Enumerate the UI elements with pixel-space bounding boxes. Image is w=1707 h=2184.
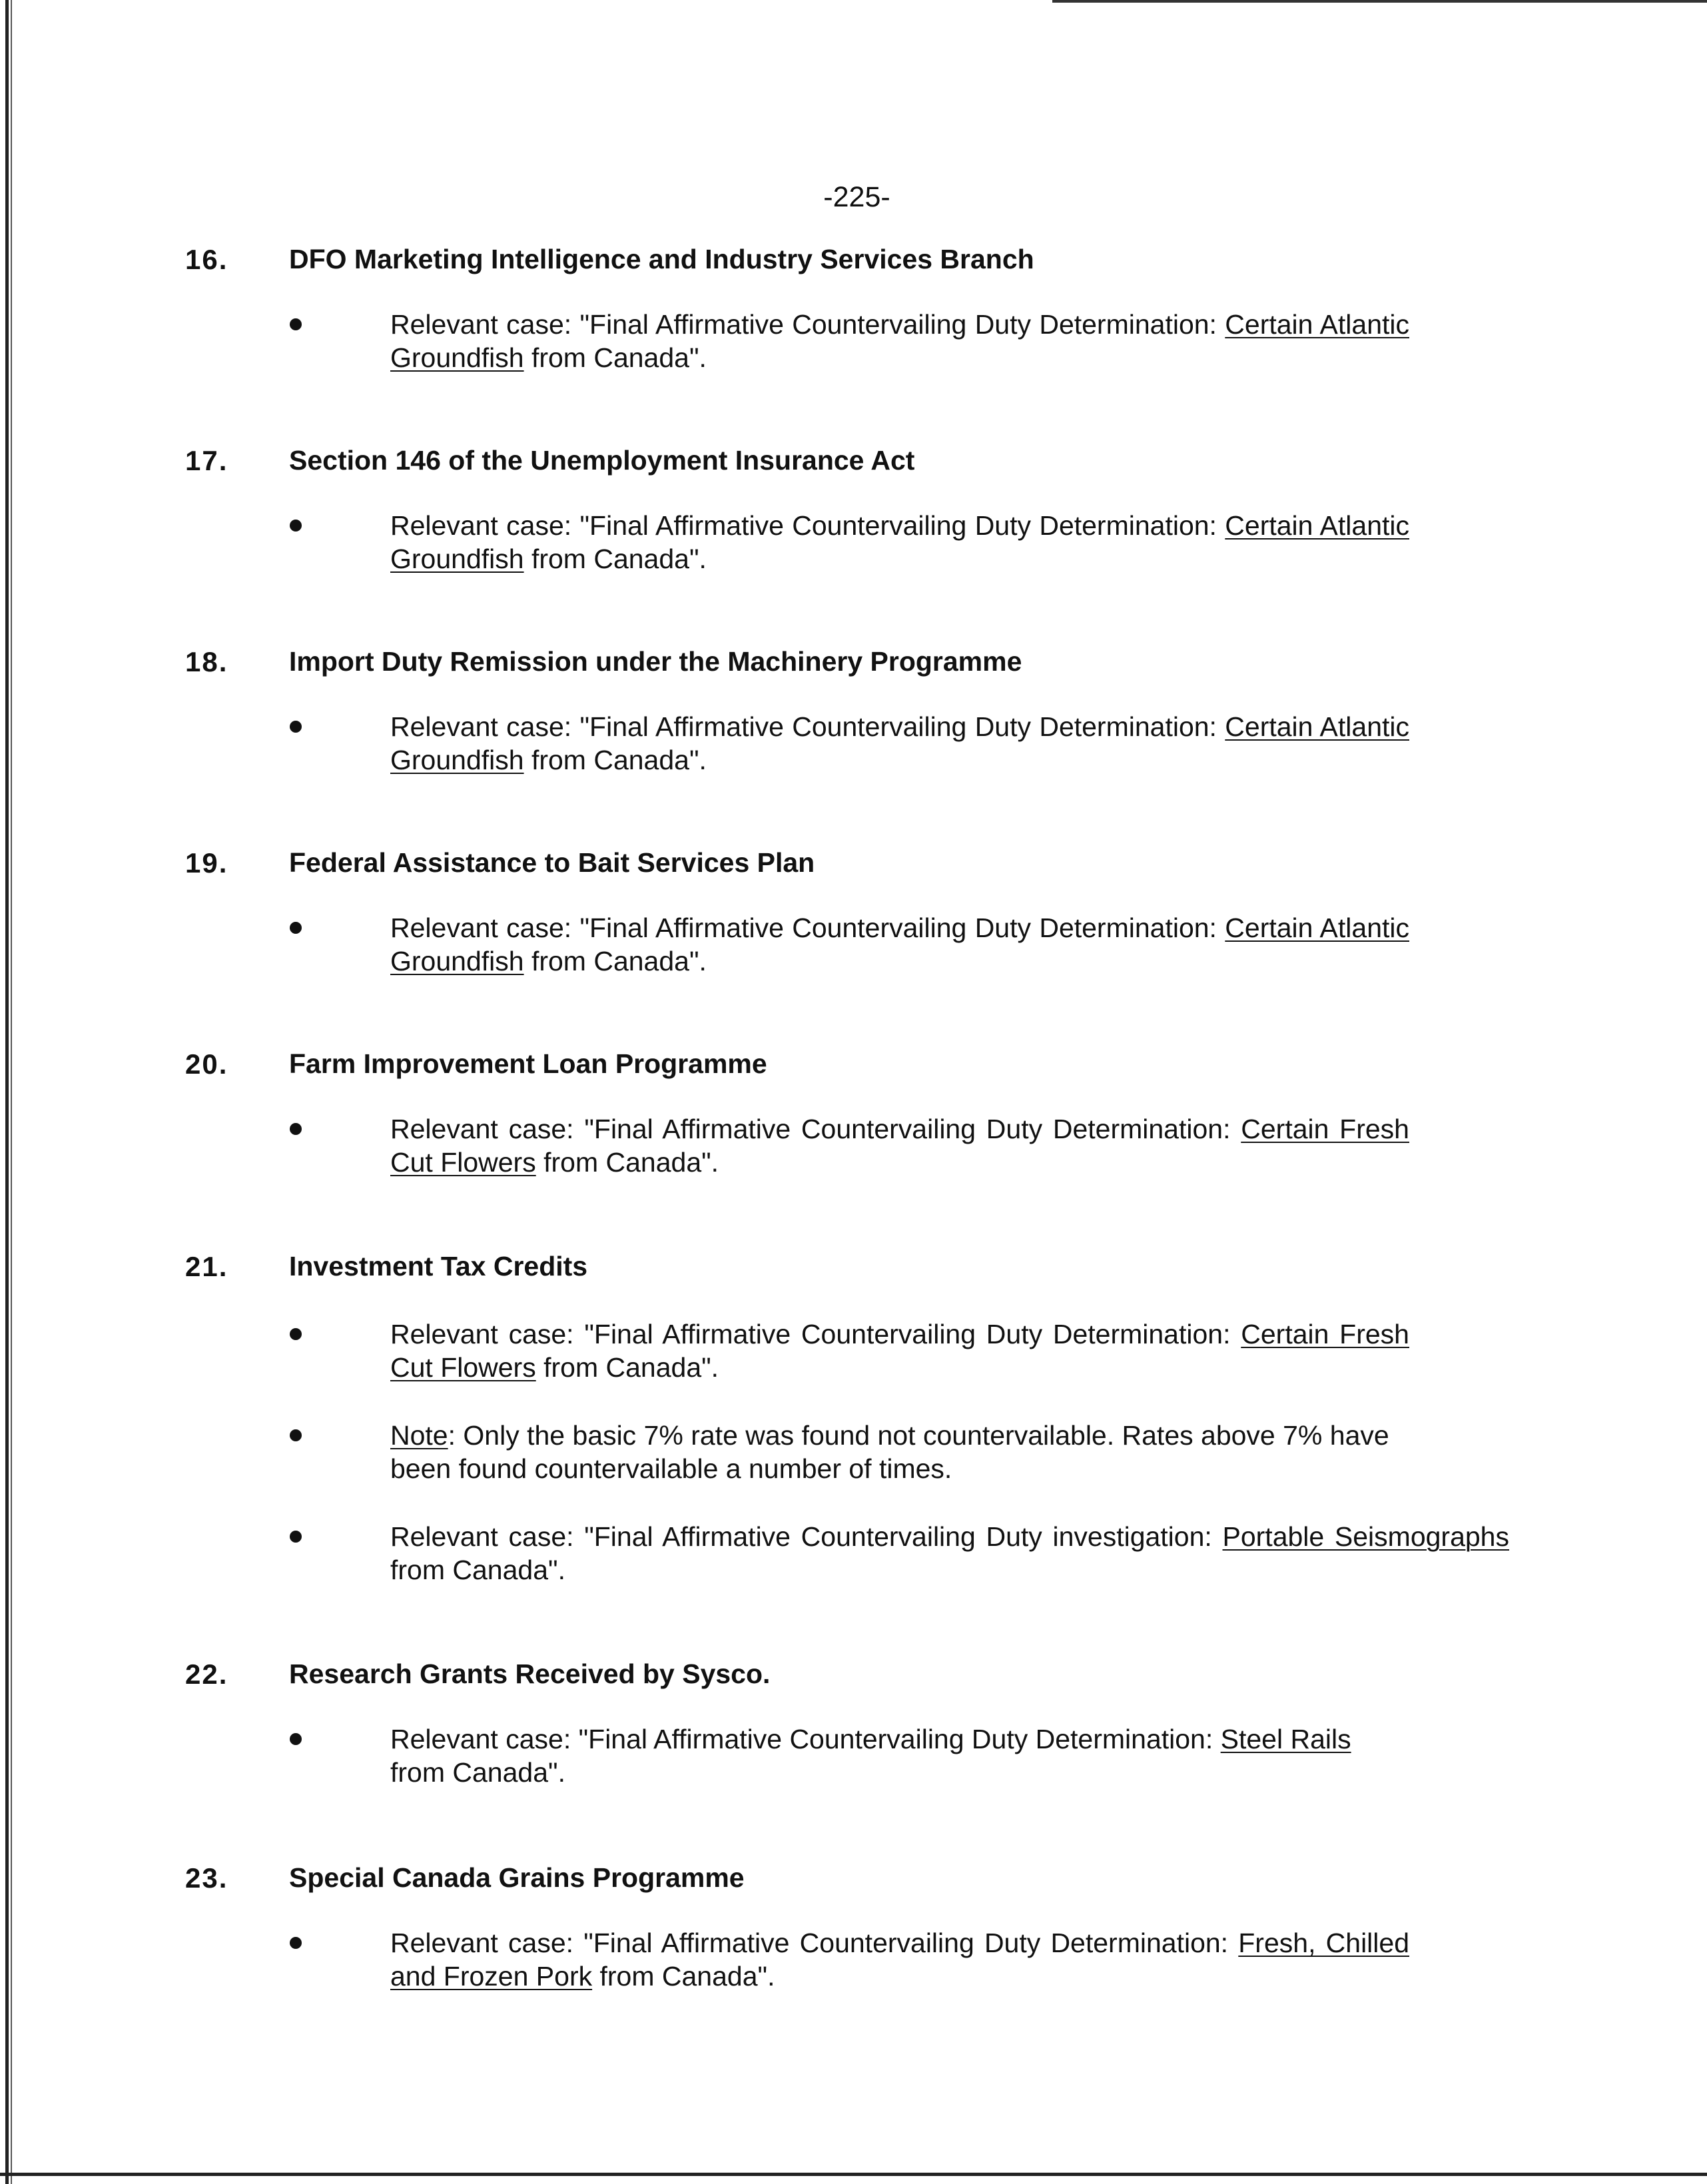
relevant-case-entry: Relevant case: "Final Affirmative Countervailing Duty Determination: Steel Rails from Canada". bbox=[390, 1724, 1351, 1788]
relevant-case-entry: Relevant case: "Final Affirmative Countervailing Duty Determination: Certain Atlantic Groundfish from Canada". bbox=[390, 309, 1409, 373]
bullet-icon bbox=[290, 1937, 302, 1949]
item-title: Farm Improvement Loan Programme bbox=[289, 1048, 767, 1079]
relevant-case-entry: Relevant case: "Final Affirmative Countervailing Duty Determination: Fresh, Chilled and Frozen Pork from Canada". bbox=[390, 1928, 1409, 1992]
bullet-icon bbox=[290, 1328, 302, 1340]
item-title: Investment Tax Credits bbox=[289, 1251, 588, 1281]
note-label: Note bbox=[390, 1420, 448, 1451]
relevant-case-entry: Relevant case: "Final Affirmative Countervailing Duty Determination: Certain Fresh Cut Flowers from Canada". bbox=[390, 1319, 1409, 1383]
bullet-icon bbox=[290, 520, 302, 532]
case-subject: Certain Atlantic Groundfish bbox=[390, 912, 1409, 976]
case-subject: Certain Atlantic Groundfish bbox=[390, 510, 1409, 574]
bullet-icon bbox=[290, 1429, 302, 1441]
item-title: Section 146 of the Unemployment Insurance Act bbox=[289, 445, 915, 476]
item-title: Research Grants Received by Sysco. bbox=[289, 1658, 771, 1689]
item-number: 22. bbox=[185, 1658, 228, 1690]
bullet-icon bbox=[290, 1733, 302, 1745]
case-subject: Certain Fresh Cut Flowers bbox=[390, 1114, 1409, 1178]
item-number: 20. bbox=[185, 1048, 228, 1080]
case-subject: Steel Rails bbox=[1220, 1724, 1351, 1754]
scan-top-edge bbox=[1052, 0, 1707, 3]
relevant-case-entry: Relevant case: "Final Affirmative Countervailing Duty Determination: Certain Atlantic Groundfish from Canada". bbox=[390, 711, 1409, 775]
case-subject: Certain Atlantic Groundfish bbox=[390, 309, 1409, 373]
bullet-icon bbox=[290, 922, 302, 934]
item-number: 17. bbox=[185, 445, 228, 476]
item-number: 23. bbox=[185, 1862, 228, 1894]
relevant-case-entry: Relevant case: "Final Affirmative Countervailing Duty Determination: Certain Atlantic Groundfish from Canada". bbox=[390, 510, 1409, 574]
bullet-icon bbox=[290, 318, 302, 330]
relevant-case-entry: Relevant case: "Final Affirmative Countervailing Duty Determination: Certain Fresh Cut Flowers from Canada". bbox=[390, 1114, 1409, 1178]
case-subject: Certain Atlantic Groundfish bbox=[390, 711, 1409, 775]
item-title: Special Canada Grains Programme bbox=[289, 1862, 745, 1893]
item-title: DFO Marketing Intelligence and Industry Services Branch bbox=[289, 244, 1034, 274]
relevant-case-entry: Relevant case: "Final Affirmative Countervailing Duty investigation: Portable Seismographs from Canada". bbox=[390, 1521, 1509, 1585]
page-number: -225- bbox=[823, 181, 890, 213]
scan-left-edge bbox=[5, 0, 13, 2184]
item-number: 21. bbox=[185, 1251, 228, 1282]
case-subject: Fresh, Chilled and Frozen Pork bbox=[390, 1928, 1409, 1992]
case-subject: Certain Fresh Cut Flowers bbox=[390, 1319, 1409, 1383]
bullet-icon bbox=[290, 721, 302, 733]
item-number: 18. bbox=[185, 646, 228, 677]
item-title: Import Duty Remission under the Machinery Programme bbox=[289, 646, 1022, 677]
item-number: 19. bbox=[185, 847, 228, 879]
relevant-case-entry: Relevant case: "Final Affirmative Countervailing Duty Determination: Certain Atlantic Groundfish from Canada". bbox=[390, 912, 1409, 976]
bullet-icon bbox=[290, 1531, 302, 1543]
note-entry: Note: Only the basic 7% rate was found not countervailable. Rates above 7% have been found countervailable a number of times. bbox=[390, 1420, 1389, 1484]
item-title: Federal Assistance to Bait Services Plan bbox=[289, 847, 815, 878]
case-subject: Portable Seismographs bbox=[1222, 1521, 1509, 1552]
item-number: 16. bbox=[185, 244, 228, 275]
scan-bottom-edge bbox=[0, 2173, 1707, 2176]
bullet-icon bbox=[290, 1123, 302, 1135]
